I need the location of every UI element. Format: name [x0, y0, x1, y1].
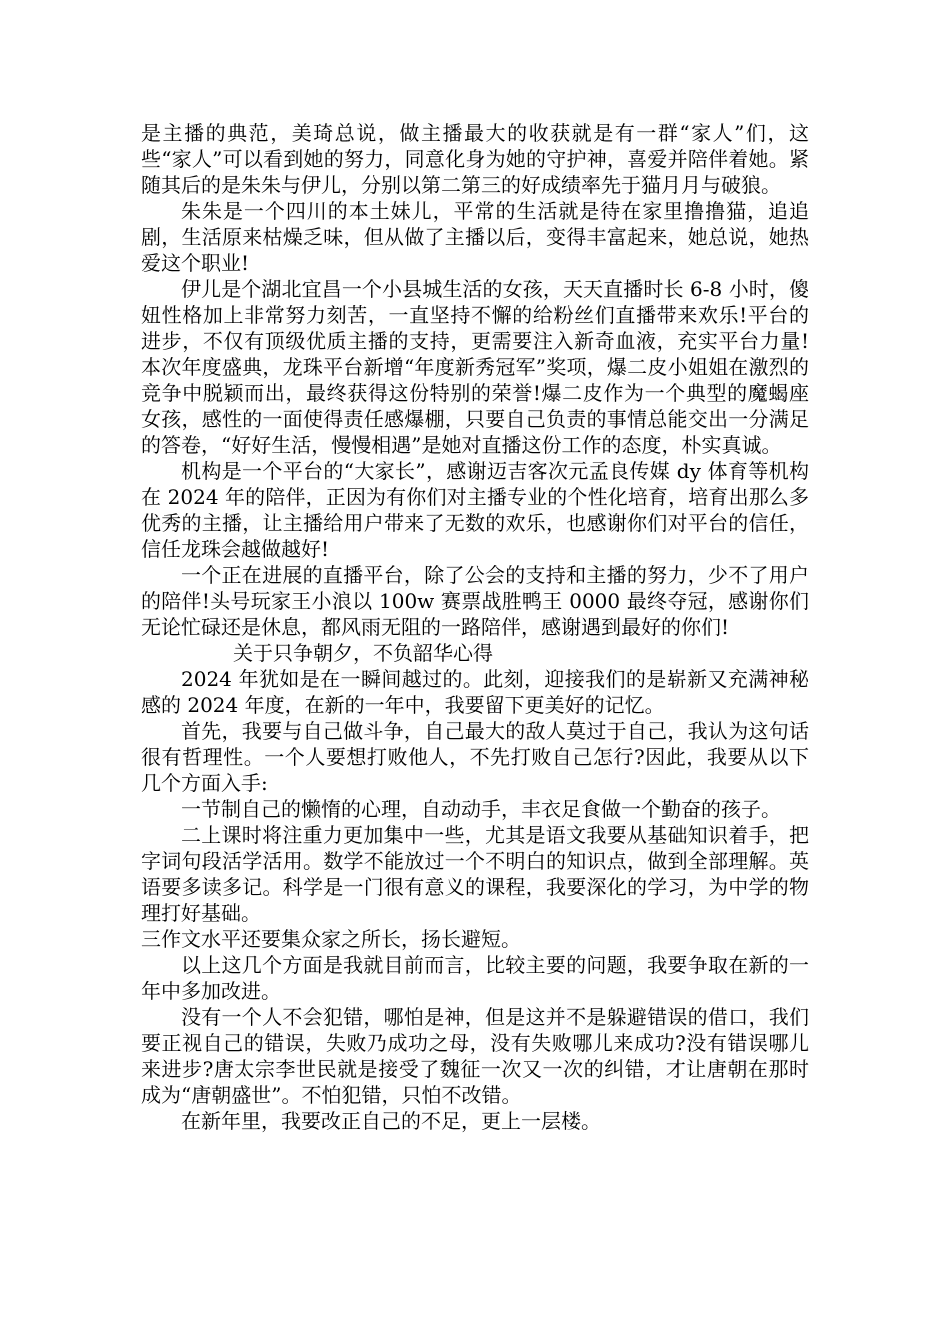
paragraph-point-one: 一节制自己的懒惰的心理，自动动手，丰衣足食做一个勤奋的孩子。: [181, 797, 781, 821]
paragraph-users: 一个正在进展的直播平台，除了公会的支持和主播的努力，少不了用户的陪伴!头号玩家王小浪以 100w 赛票战胜鸭王 0000 最终夺冠，感谢你们无论忙碌还是休息，都风雨无阻的一路陪伴，感谢遇到最好的你们!: [141, 563, 809, 639]
paragraph-agencies: 机构是一个平台的“大家长”，感谢迈吉客次元孟良传媒 dy 体育等机构在 2024 年的陪伴，正因为有你们对主播专业的个性化培育，培育出那么多优秀的主播，让主播给用户带来了无数的欢乐，也感谢你们对平台的信任，信任龙珠会越做越好!: [141, 459, 809, 561]
paragraph-continued: 是主播的典范，美琦总说，做主播最大的收获就是有一群“家人”们，这些“家人”可以看到她的努力，同意化身为她的守护神，喜爱并陪伴着她。紧随其后的是朱朱与伊儿，分别以第二第三的好成绩率先于猫月月与破狼。: [141, 121, 809, 197]
paragraph-new-year: 2024 年犹如是在一瞬间越过的。此刻，迎接我们的是崭新又充满神秘感的 2024 年度，在新的一年中，我要留下更美好的记忆。: [141, 667, 809, 717]
paragraph-point-two: 二上课时将注重力更加集中一些，尤其是语文我要从基础知识着手，把字词句段活学活用。数学不能放过一个不明白的知识点，做到全部理解。英语要多读多记。科学是一门很有意义的课程，我要深化的学习，为中学的物理打好基础。: [141, 823, 809, 925]
paragraph-zhuzhu: 朱朱是一个四川的本土妹儿，平常的生活就是待在家里撸撸猫，追追剧，生活原来枯燥乏味，但从做了主播以后，变得丰富起来，她总说，她热爱这个职业!: [141, 199, 809, 275]
paragraph-point-three: 三作文水平还要集众家之所长，扬长避短。: [141, 927, 521, 951]
paragraph-summary: 以上这几个方面是我就目前而言，比较主要的问题，我要争取在新的一年中多加改进。: [141, 953, 809, 1003]
section-title: 关于只争朝夕，不负韶华心得: [233, 641, 493, 665]
paragraph-mistakes: 没有一个人不会犯错，哪怕是神，但是这并不是躲避错误的借口，我们要正视自己的错误，失败乃成功之母，没有失败哪儿来成功?没有错误哪儿来进步?唐太宗李世民就是接受了魏征一次又一次的纠错，才让唐朝在那时成为“唐朝盛世”。不怕犯错，只怕不改错。: [141, 1005, 809, 1107]
document-page: [141, 120, 809, 1134]
paragraph-first: 首先，我要与自己做斗争，自己最大的敌人莫过于自己，我认为这句话很有哲理性。一个人要想打败他人，不先打败自己怎行?因此，我要从以下几个方面入手:: [141, 719, 809, 795]
paragraph-closing: 在新年里，我要改正自己的不足，更上一层楼。: [181, 1109, 601, 1133]
paragraph-yier: 伊儿是个湖北宜昌一个小县城生活的女孩，天天直播时长 6-8 小时，傻妞性格加上非常努力刻苦，一直坚持不懈的给粉丝们直播带来欢乐!平台的进步，不仅有顶级优质主播的支持，更需要注入新奇血液，充实平台力量!本次年度盛典，龙珠平台新增“年度新秀冠军”奖项，爆二皮小姐姐在激烈的竞争中脱颖而出，最终获得这份特别的荣誉!爆二皮作为一个典型的魔蝎座女孩，感性的一面使得责任感爆棚，只要自己负责的事情总能交出一分满足的答卷，“好好生活，慢慢相遇”是她对直播这份工作的态度，朴实真诚。: [141, 277, 809, 457]
